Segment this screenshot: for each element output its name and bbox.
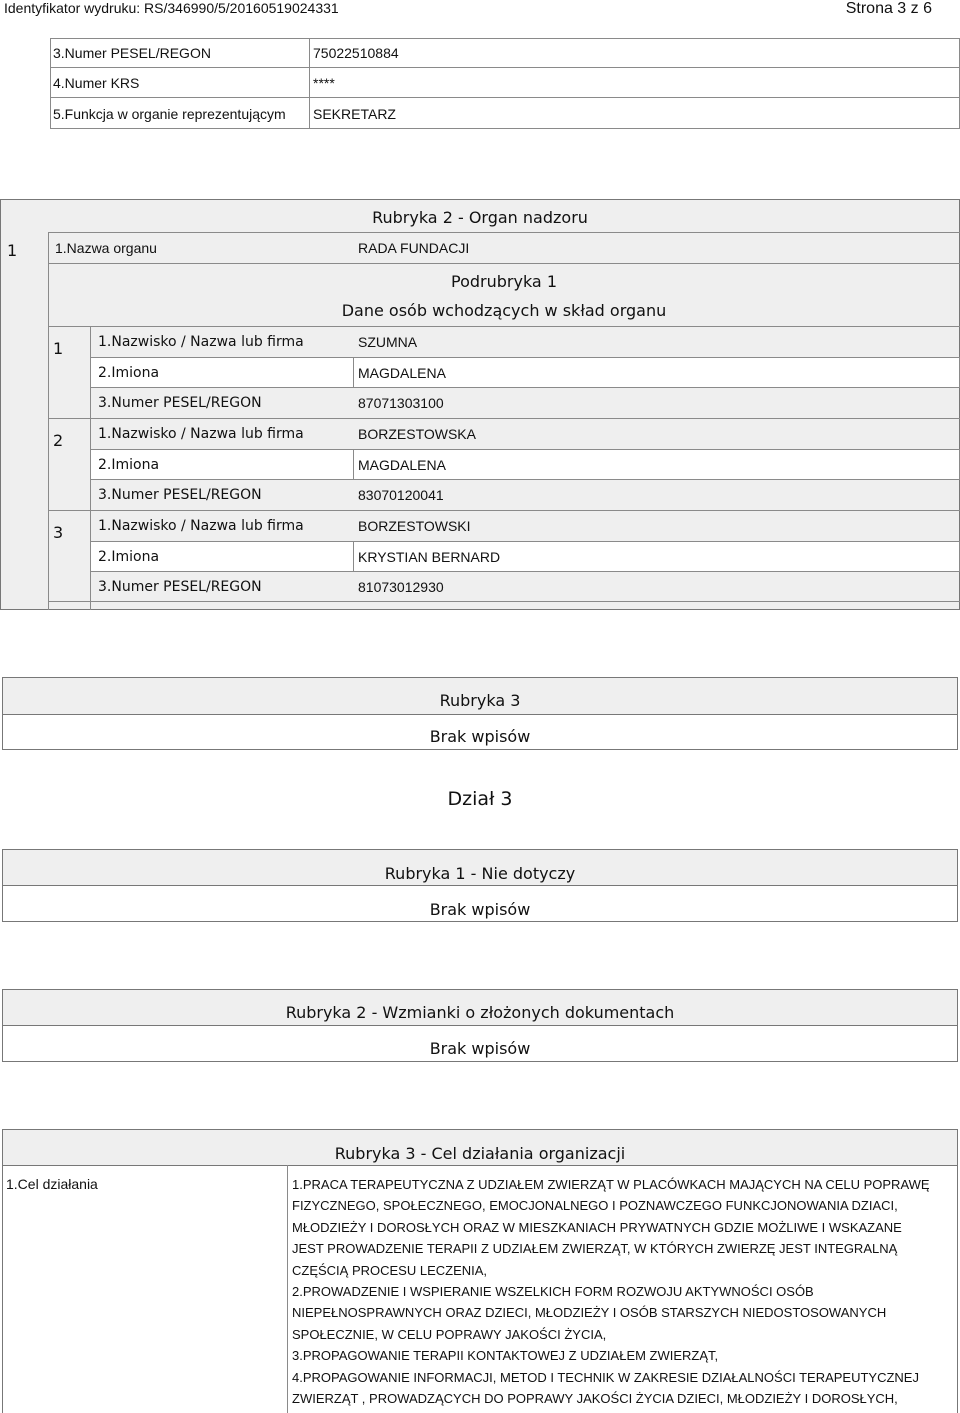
d3-rubryka2-title-bar <box>2 989 958 1026</box>
surname-label: 1.Nazwisko / Nazwa lub firma <box>98 518 304 534</box>
top-row-1-label-cell <box>50 38 310 68</box>
purpose-line: MŁODZIEŻY I DOROSŁYCH ORAZ W MIESZKANIACH PRYWATNYCH GDZIE MOŻLIWE I WSKAZANE <box>292 1219 902 1235</box>
rubryka3-title-bar <box>2 677 958 715</box>
d3-rubryka3-title: Rubryka 3 - Cel działania organizacji <box>334 1144 626 1163</box>
names-value-cell <box>353 541 960 572</box>
top-row-value: **** <box>313 75 335 91</box>
top-row-value: 75022510884 <box>313 45 399 61</box>
pesel-label: 3.Numer PESEL/REGON <box>98 395 262 411</box>
person-number: 2 <box>53 431 64 450</box>
top-row-1-value-cell <box>309 38 960 68</box>
rubryka3-empty: Brak wpisów <box>429 727 531 746</box>
surname-value: SZUMNA <box>358 334 418 350</box>
organ-name-label: 1.Nazwa organu <box>55 240 157 256</box>
top-row-2-label-cell <box>50 67 310 98</box>
d3-rubryka2-empty: Brak wpisów <box>429 1039 531 1058</box>
top-row-label: 5.Funkcja w organie reprezentującym <box>53 106 286 122</box>
dzial3-title: Dział 3 <box>447 788 513 810</box>
rubryka2-row-number: 1 <box>7 241 18 260</box>
page-number: Strona 3 z 6 <box>845 0 932 17</box>
person-number: 3 <box>53 523 64 542</box>
top-row-label: 3.Numer PESEL/REGON <box>53 45 211 61</box>
purpose-label: 1.Cel działania <box>6 1176 98 1192</box>
names-value: KRYSTIAN BERNARD <box>358 549 501 565</box>
rubryka3-body <box>2 714 958 750</box>
pesel-label: 3.Numer PESEL/REGON <box>98 579 262 595</box>
pesel-value: 81073012930 <box>358 579 444 595</box>
purpose-line: SPOŁECZNIE, W CELU POPRAWY JAKOŚCI ŻYCIA, <box>292 1326 607 1342</box>
purpose-line: 1.PRACA TERAPEUTYCZNA Z UDZIAŁEM ZWIERZĄT W PLACÓWKACH MAJĄCYCH NA CELU POPRAWĘ <box>292 1177 930 1192</box>
d3-rubryka3-title-bar <box>2 1129 958 1166</box>
surname-label: 1.Nazwisko / Nazwa lub firma <box>98 426 304 442</box>
purpose-line: JEST PROWADZENIE TERAPII Z UDZIAŁEM ZWIERZĄT, W KTÓRYCH ZWIERZĘ JEST INTEGRALNĄ <box>292 1241 898 1257</box>
purpose-line: FIZYCZNEGO, SPOŁECZNEGO, EMOCJONALNEGO I POZNAWCZEGO FUNKCJONOWANIA DZIACI, <box>292 1198 898 1214</box>
top-row-3-value-cell <box>309 97 960 129</box>
names-value-cell <box>353 449 960 480</box>
d3-rubryka1-empty: Brak wpisów <box>429 900 531 919</box>
top-row-2-value-cell <box>309 67 960 98</box>
top-row-label: 4.Numer KRS <box>53 75 140 91</box>
pesel-value: 87071303100 <box>358 395 444 411</box>
purpose-line: 2.PROWADZENIE I WSPIERANIE WSZELKICH FORM ROZWOJU AKTYWNOŚCI OSÓB <box>292 1284 814 1300</box>
purpose-line: NIEPEŁNOSPRAWNYCH ORAZ DZIECI, MŁODZIEŻY I OSÓB STARSZYCH NIEDOSTOSOWANYCH <box>292 1305 887 1321</box>
top-row-value: SEKRETARZ <box>313 106 396 122</box>
pesel-value: 83070120041 <box>358 487 444 503</box>
names-value-cell <box>353 357 960 388</box>
print-identifier: Identyfikator wydruku: RS/346990/5/20160519024331 <box>4 0 339 16</box>
rubryka2-title: Rubryka 2 - Organ nadzoru <box>372 208 588 227</box>
d3-rubryka1-title: Rubryka 1 - Nie dotyczy <box>384 864 576 883</box>
names-label-cell <box>90 357 354 388</box>
podrubryka-title: Podrubryka 1 <box>451 272 557 291</box>
names-label-cell <box>90 541 354 572</box>
names-value: MAGDALENA <box>358 365 446 381</box>
purpose-line: ZWIERZĄT , PROWADZĄCYCH DO POPRAWY JAKOŚCI ŻYCIA DZIECI, MŁODZIEŻY I DOROSŁYCH, <box>292 1391 898 1407</box>
surname-value: BORZESTOWSKA <box>358 426 476 442</box>
purpose-line: CZĘŚCIĄ PROCESU LECZENIA, <box>292 1262 488 1278</box>
names-value: MAGDALENA <box>358 457 446 473</box>
names-label: 2.Imiona <box>98 365 160 381</box>
purpose-line: 3.PROPAGOWANIE TERAPII KONTAKTOWEJ Z UDZIAŁEM ZWIERZĄT, <box>292 1348 719 1364</box>
surname-label: 1.Nazwisko / Nazwa lub firma <box>98 334 304 350</box>
d3-rubryka2-body <box>2 1025 958 1062</box>
rubryka3-title: Rubryka 3 <box>439 691 521 710</box>
pesel-label: 3.Numer PESEL/REGON <box>98 487 262 503</box>
names-label: 2.Imiona <box>98 549 160 565</box>
purpose-line: 4.PROPAGOWANIE INFORMACJI, METOD I TECHNIK W ZAKRESIE DZIAŁALNOŚCI TERAPEUTYCZNEJ <box>292 1369 919 1385</box>
top-row-3-label-cell <box>50 97 310 129</box>
d3-rubryka2-title: Rubryka 2 - Wzmianki o złożonych dokumentach <box>285 1003 675 1022</box>
organ-name-value: RADA FUNDACJI <box>358 240 470 256</box>
podrubryka-subtitle: Dane osób wchodzących w skład organu <box>341 301 667 320</box>
person-number: 1 <box>53 339 64 358</box>
d3-rubryka1-body <box>2 885 958 922</box>
surname-value: BORZESTOWSKI <box>358 518 471 534</box>
purpose-text <box>292 1174 942 1409</box>
names-label-cell <box>90 449 354 480</box>
d3-rubryka1-title-bar <box>2 849 958 886</box>
names-label: 2.Imiona <box>98 457 160 473</box>
